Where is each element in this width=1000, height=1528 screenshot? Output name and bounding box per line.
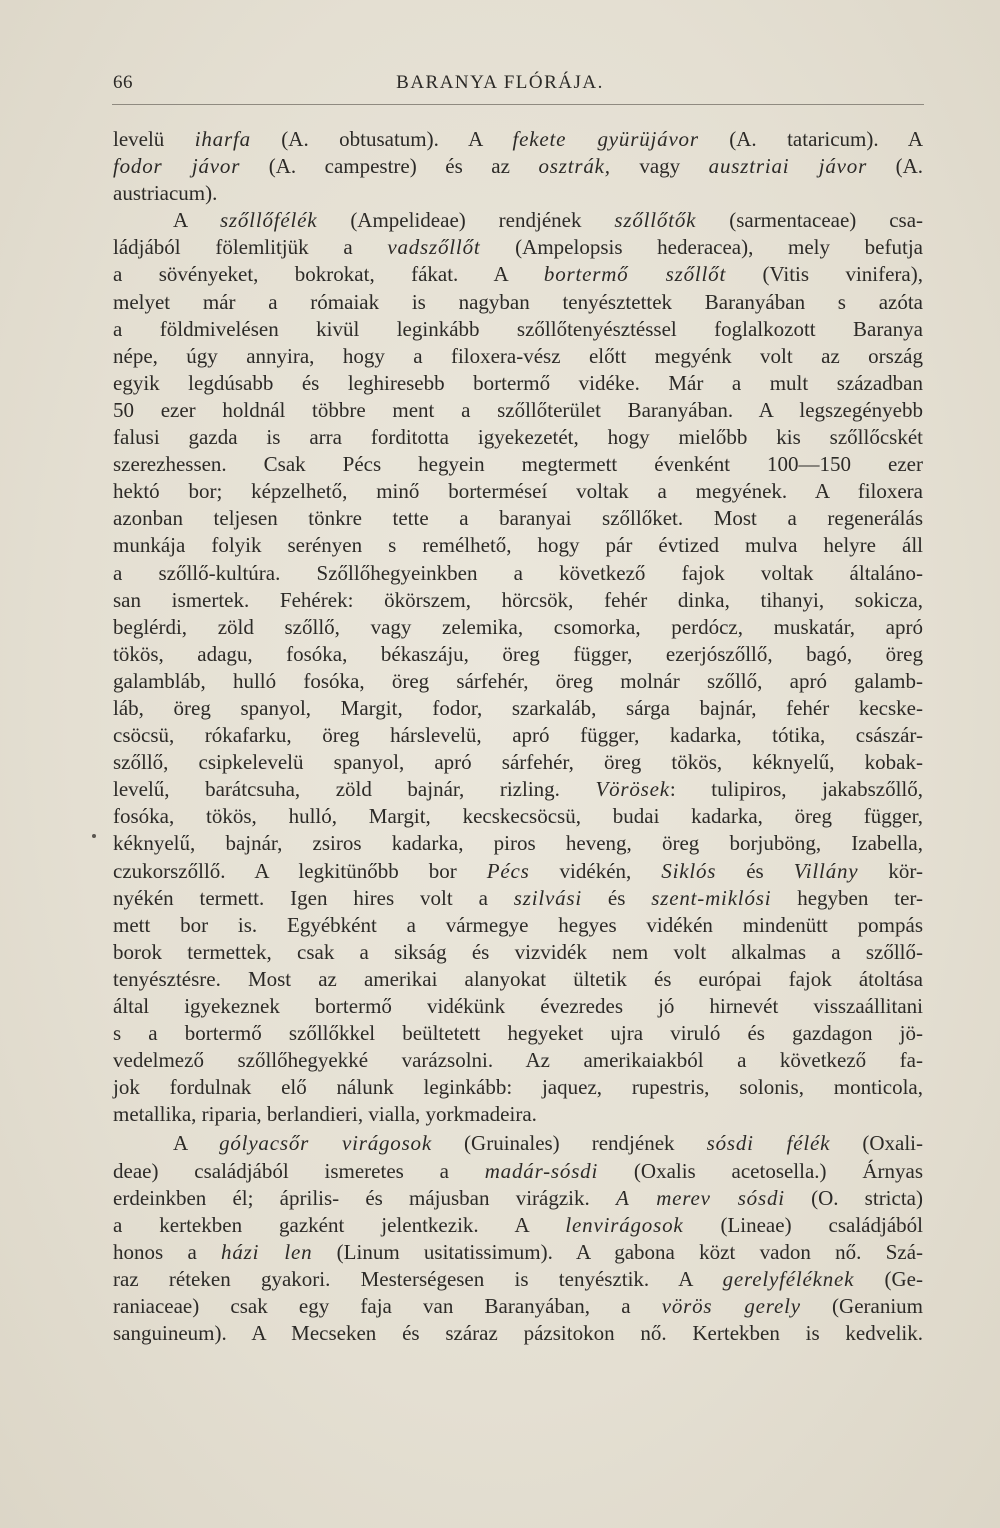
- text-run: melyet már a rómaiak is nagyban tenyésztettek Baranyában s azóta: [113, 289, 923, 314]
- text-line: [113, 1101, 923, 1128]
- text-run: tökös, adagu, fosóka, békaszáju, öreg függer, ezerjószőllő, bagó, öreg: [113, 641, 923, 666]
- text-line: [113, 451, 923, 478]
- running-title: BARANYA FLÓRÁJA.: [396, 72, 604, 93]
- italic-term: szent-miklósi: [651, 885, 772, 910]
- text-run: : tulipiros, jakabszőllő,: [669, 777, 923, 802]
- italic-term: sósdi félék: [706, 1131, 831, 1156]
- text-run: (Oxalis acetosella.) Árnyas: [598, 1158, 923, 1183]
- text-run: levelű, barátcsuha, zöld bajnár, rizling.: [113, 777, 596, 802]
- header-rule: [112, 104, 924, 105]
- text-line: [113, 1020, 923, 1047]
- text-run: erdeinkben él; április- és májusban virágzik.: [113, 1185, 616, 1210]
- body-text: [113, 126, 923, 1347]
- text-run: (A. tataricum). A: [698, 127, 924, 151]
- text-line: [113, 1239, 923, 1266]
- text-line: [113, 1212, 923, 1239]
- text-run: raniaceae) csak egy faja van Baranyában, a: [113, 1294, 662, 1319]
- text-run: vedelmező szőllőhegyekké varázsolni. Az amerikaiakból a következő fa-: [113, 1048, 923, 1073]
- text-run: szerezhessen. Csak Pécs hegyein megtermett évenként 100—150 ezer: [113, 452, 923, 477]
- text-run: és: [716, 858, 794, 883]
- text-run: azonban teljesen tönkre tette a baranyai szőllőket. Most a regenerálás: [113, 506, 923, 531]
- text-line: [113, 722, 923, 749]
- italic-term: szilvási: [513, 885, 583, 910]
- text-run: láb, öreg spanyol, Margit, fodor, szarkaláb, sárga bajnár, fehér kecske-: [113, 695, 923, 720]
- text-run: (O. stricta): [784, 1185, 923, 1210]
- italic-term: vörös gerely: [661, 1294, 801, 1319]
- text-run: tenyésztésre. Most az amerikai alanyokat ültetik és európai fajok átoltása: [113, 966, 923, 991]
- text-line: [113, 1320, 923, 1347]
- text-run: csöcsü, rókafarku, öreg hárslevelü, apró függer, kadarka, tótika, császár-: [113, 723, 923, 748]
- italic-term: gerelyféléknek: [722, 1266, 855, 1291]
- text-line: [113, 1185, 923, 1212]
- text-line: [113, 153, 923, 180]
- text-run: fosóka, tökös, hulló, Margit, kecskecsöcsü, budai kadarka, öreg függer,: [113, 804, 923, 829]
- text-line: [113, 885, 923, 912]
- text-run: (Ampelideae) rendjének: [317, 208, 615, 233]
- text-run: vagy: [610, 154, 709, 179]
- text-run: hektó bor; képzelhető, minő borterméseí voltak a megyének. A filoxera: [113, 479, 923, 504]
- text-run: jok fordulnak elő nálunk leginkább: jaquez, rupestris, solonis, monticola,: [113, 1075, 923, 1100]
- text-run: népe, úgy annyira, hogy a filoxera-vész előtt megyénk volt az ország: [113, 343, 923, 368]
- text-run: a földmivelésen kivül leginkább szőllőtenyésztéssel foglalkozott Baranya: [113, 316, 923, 341]
- text-line: [113, 478, 923, 505]
- italic-term: házi len: [221, 1239, 313, 1264]
- text-run: (sarmentaceae) csa-: [696, 208, 924, 233]
- text-line: [113, 939, 923, 966]
- text-run: raz réteken gyakori. Mesterségesen is tenyésztik. A: [113, 1266, 723, 1291]
- text-run: (Linum usitatissimum). A gabona közt vadon nő. Szá-: [312, 1239, 924, 1264]
- text-run: ládjából fölemlitjük a: [113, 235, 388, 260]
- italic-term: vadszőllőt: [387, 235, 481, 260]
- text-line: [113, 1074, 923, 1101]
- text-line: [113, 316, 923, 343]
- text-run: nyékén termett. Igen hires volt a: [113, 885, 514, 910]
- text-run: (A. obtusatum). A: [250, 127, 513, 151]
- text-run: (Ge-: [854, 1266, 923, 1291]
- text-line: [113, 993, 923, 1020]
- italic-term: lenvirágosok: [565, 1212, 684, 1237]
- text-line: [113, 1266, 923, 1293]
- text-line: [113, 587, 923, 614]
- text-run: honos a: [113, 1239, 222, 1264]
- italic-term: Pécs: [486, 858, 530, 883]
- text-line: [113, 776, 923, 803]
- text-run: mett bor is. Egyébként a vármegye hegyes vidékén mindenütt pompás: [113, 912, 923, 937]
- italic-term: fekete gyürüjávor: [512, 127, 699, 151]
- text-run: (Gruinales) rendjének: [431, 1131, 707, 1156]
- text-line: [113, 749, 923, 776]
- text-line: [113, 343, 923, 370]
- text-run: metallika, riparia, berlandieri, vialla, yorkmadeira.: [113, 1102, 537, 1127]
- text-line: [113, 126, 923, 153]
- text-line: [113, 1158, 923, 1185]
- text-run: hegyben ter-: [771, 885, 923, 910]
- text-line: [113, 370, 923, 397]
- text-run: szőllő, csipkelevelü spanyol, apró sárfehér, öreg tökös, kéknyelű, kobak-: [113, 750, 923, 775]
- text-line: [113, 505, 923, 532]
- text-line: [113, 234, 923, 261]
- text-run: kéknyelű, bajnár, zsiros kadarka, piros heveng, öreg borjuböng, Izabella,: [113, 831, 923, 856]
- text-run: a sövényeket, bokrokat, fákat. A: [113, 262, 544, 287]
- text-line: [113, 966, 923, 993]
- italic-term: szőllőfélék: [219, 208, 318, 233]
- text-run: kör-: [858, 858, 923, 883]
- text-line: [113, 614, 923, 641]
- text-line: [113, 289, 923, 316]
- text-run: austriacum).: [113, 181, 218, 206]
- text-run: borok termettek, csak a sikság és vizvidék nem volt alkalmas a szőllő-: [113, 939, 923, 964]
- text-run: (Ampelopsis hederacea), mely befutja: [480, 235, 923, 260]
- text-run: (Oxali-: [830, 1131, 923, 1156]
- text-run: munkája folyik serényen s remélhető, hogy pár évtized mulva helyre áll: [113, 533, 923, 558]
- text-line: [113, 180, 923, 207]
- text-run: (A. campestre) és az: [240, 154, 539, 179]
- text-line: [113, 668, 923, 695]
- italic-term: szőllőtők: [614, 208, 697, 233]
- text-run: és: [582, 885, 652, 910]
- italic-term: Siklós: [661, 858, 717, 883]
- italic-term: ausztriai jávor: [708, 154, 868, 179]
- italic-term: Villány: [793, 858, 859, 883]
- text-line: [113, 207, 923, 234]
- margin-speck: [92, 834, 96, 838]
- text-run: A: [173, 208, 220, 233]
- italic-term: madár-sósdi: [484, 1158, 599, 1183]
- text-run: falusi gazda is arra forditotta igyekezetét, hogy mielőbb kis szőllőcskét: [113, 425, 923, 450]
- italic-term: fodor jávor: [113, 154, 241, 179]
- text-run: s a bortermő szőllőkkel beültetett hegyeket ujra viruló és gazdagon jö-: [113, 1021, 923, 1046]
- text-line: [113, 830, 923, 857]
- text-line: [113, 261, 923, 288]
- text-run: (Geranium: [800, 1294, 923, 1319]
- text-line: [113, 424, 923, 451]
- text-line: [113, 532, 923, 559]
- text-line: [113, 803, 923, 830]
- page-number: 66: [113, 72, 133, 93]
- text-line: [113, 695, 923, 722]
- text-line: [113, 397, 923, 424]
- italic-term: osztrák,: [538, 154, 611, 179]
- text-run: levelü: [113, 127, 195, 151]
- text-line: [113, 641, 923, 668]
- text-run: a kertekben gazként jelentkezik. A: [113, 1212, 566, 1237]
- text-run: (Vitis vinifera),: [726, 262, 923, 287]
- italic-term: A merev sósdi: [615, 1185, 785, 1210]
- text-line: [113, 912, 923, 939]
- text-run: egyik legdúsabb és leghiresebb bortermő vidéke. Már a mult században: [113, 370, 923, 395]
- text-line: [113, 1047, 923, 1074]
- text-run: czukorszőllő. A legkitünőbb bor: [113, 858, 487, 883]
- text-run: A: [173, 1131, 220, 1156]
- italic-term: Vörösek: [595, 777, 670, 802]
- text-run: által igyekeznek bortermő vidékünk évezredes jó hirnevét visszaállitani: [113, 994, 923, 1018]
- text-run: (A.: [867, 154, 923, 179]
- text-run: deae) családjából ismeretes a: [113, 1158, 485, 1183]
- text-line: [113, 560, 923, 587]
- text-run: galambláb, hulló fosóka, öreg sárfehér, öreg molnár szőllő, apró galamb-: [113, 668, 923, 693]
- italic-term: gólyacsőr virágosok: [219, 1131, 432, 1156]
- text-line: [113, 1130, 923, 1157]
- text-run: san ismertek. Fehérek: ökörszem, hörcsök, fehér dinka, tihanyi, sokicza,: [113, 587, 923, 612]
- text-run: sanguineum). A Mecseken és száraz pázsitokon nő. Kertekben is kedvelik.: [113, 1321, 923, 1346]
- text-run: a szőllő-kultúra. Szőllőhegyeinkben a következő fajok voltak általáno-: [113, 560, 923, 585]
- text-line: [113, 1293, 923, 1320]
- text-run: vidékén,: [529, 858, 662, 883]
- text-run: beglérdi, zöld szőllő, vagy zelemika, csomorka, perdócz, muskatár, apró: [113, 614, 923, 639]
- italic-term: bortermő szőllőt: [543, 262, 727, 287]
- italic-term: iharfa: [194, 127, 251, 151]
- text-run: (Lineae) családjából: [683, 1212, 923, 1237]
- text-run: 50 ezer holdnál többre ment a szőllőterület Baranyában. A legszegényebb: [113, 397, 923, 422]
- text-line: [113, 858, 923, 885]
